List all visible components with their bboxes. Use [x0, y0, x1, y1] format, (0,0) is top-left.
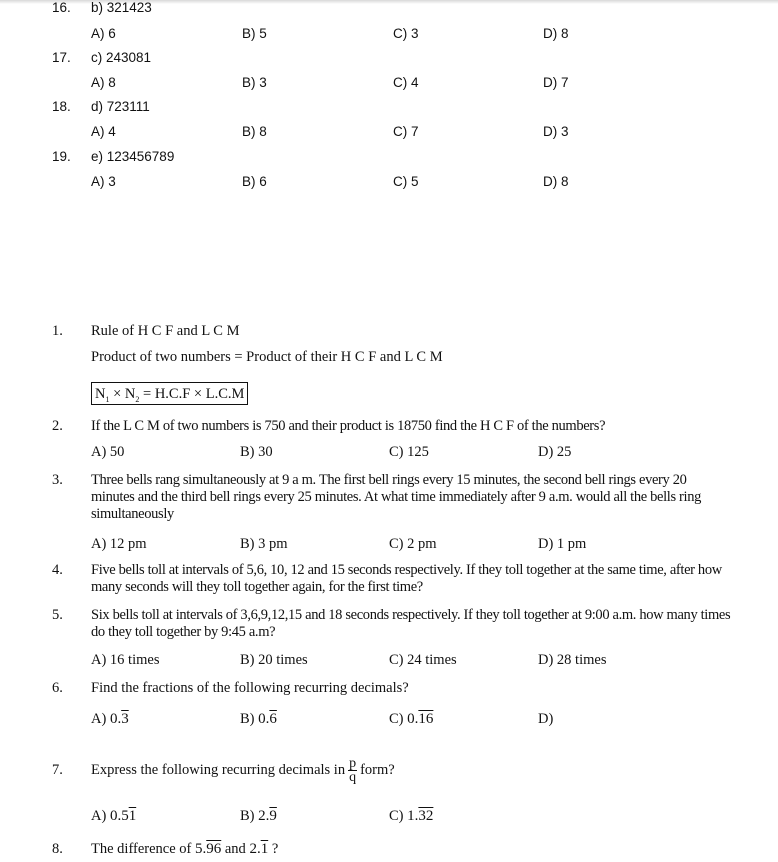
decimal-repeat: 1: [260, 841, 269, 857]
decimal-repeat: 16: [418, 711, 434, 727]
option-b: B) 3: [242, 75, 267, 90]
option-b: B) 8: [242, 124, 267, 139]
option-b: [240, 711, 277, 728]
question-number: 6.: [52, 680, 63, 696]
option-prefix: A): [91, 711, 107, 727]
option-d: D) 25: [538, 444, 572, 460]
option-c: [389, 808, 433, 825]
question-number: 18.: [52, 99, 71, 114]
option-a: A) 4: [91, 124, 116, 139]
option-b: B) 30: [240, 444, 273, 460]
question-number: 7.: [52, 762, 63, 778]
option-prefix: D): [538, 711, 554, 727]
question-text: Find the fractions of the following recurring decimals?: [91, 680, 409, 696]
option-prefix: A): [91, 808, 107, 824]
option-b: [240, 808, 277, 825]
option-a: A) 6: [91, 26, 116, 41]
option-a: A) 12 pm: [91, 536, 147, 552]
question-label: c) 243081: [91, 50, 152, 65]
question-number: 17.: [52, 50, 71, 65]
decimal-repeat: 6: [269, 711, 277, 727]
formula-times: ×: [109, 386, 125, 402]
option-d: D) 8: [543, 174, 569, 189]
option-c: [389, 711, 433, 728]
question-text: [91, 841, 278, 858]
decimal-whole: 2.: [249, 841, 261, 857]
decimal-whole: 0.: [407, 711, 419, 727]
question-label: e) 123456789: [91, 149, 175, 164]
question-number: 1.: [52, 323, 63, 339]
decimal-whole: 0.5: [109, 808, 129, 824]
conjunction: and: [224, 841, 246, 857]
option-a: A) 8: [91, 75, 116, 90]
decimal-whole: 2.: [258, 808, 270, 824]
option-a: [91, 808, 136, 825]
option-prefix: C): [389, 711, 404, 727]
option-b: B) 20 times: [240, 652, 308, 668]
formula-n2: N: [124, 386, 136, 402]
option-d: [538, 711, 553, 728]
question-number: 3.: [52, 472, 63, 488]
question-text-after: form?: [360, 762, 395, 778]
formula-box: [91, 382, 248, 405]
option-a: A) 50: [91, 444, 125, 460]
decimal-repeat: 9: [269, 808, 277, 824]
option-d: D) 7: [543, 75, 569, 90]
formula-rhs: = H.C.F × L.C.M: [139, 386, 245, 402]
question-text: If the L C M of two numbers is 750 and their product is 18750 find the H C F of the numbers?: [91, 418, 606, 434]
option-b: B) 6: [242, 174, 267, 189]
decimal-whole: 0.: [258, 711, 270, 727]
question-number: 8.: [52, 841, 63, 857]
option-d: D) 28 times: [538, 652, 607, 668]
decimal-repeat: 96: [206, 841, 222, 857]
option-d: D) 8: [543, 26, 569, 41]
option-prefix: B): [240, 808, 255, 824]
decimal-whole: 5.: [195, 841, 207, 857]
option-d: D) 1 pm: [538, 536, 587, 552]
option-prefix: C): [389, 808, 404, 824]
option-a: A) 16 times: [91, 652, 160, 668]
p-over-q-fraction: [348, 757, 357, 784]
question-number: 2.: [52, 418, 63, 434]
question-number: 4.: [52, 562, 63, 578]
option-c: C) 2 pm: [389, 536, 437, 552]
option-b: B) 5: [242, 26, 267, 41]
question-number: 16.: [52, 0, 71, 15]
formula-sub2: 2: [135, 394, 140, 404]
rule-statement: Product of two numbers = Product of their H C F and L C M: [91, 349, 443, 365]
option-c: C) 3: [393, 26, 419, 41]
option-c: C) 5: [393, 174, 419, 189]
option-prefix: B): [240, 711, 255, 727]
decimal-repeat: 1: [128, 808, 137, 824]
decimal-whole: 1.: [407, 808, 419, 824]
decimal-repeat: 3: [121, 711, 129, 727]
option-d: D) 3: [543, 124, 569, 139]
question-text-before: Express the following recurring decimals in: [91, 762, 346, 778]
question-text-before: The difference of: [91, 841, 192, 857]
option-c: C) 7: [393, 124, 419, 139]
option-c: C) 4: [393, 75, 419, 90]
fraction-denominator: q: [349, 770, 357, 786]
question-label: b) 321423: [91, 0, 152, 15]
option-a: [91, 711, 129, 728]
option-c: C) 24 times: [389, 652, 457, 668]
rule-title: Rule of H C F and L C M: [91, 323, 240, 339]
formula-sub1: 1: [105, 394, 110, 404]
formula-n1: N: [95, 386, 106, 402]
decimal-whole: 0.: [109, 711, 122, 727]
question-text: Six bells toll at intervals of 3,6,9,12,15 and 18 seconds respectively. If they toll together at 9:00 a.m. how many times do they toll together by 9:45 a.m?: [91, 607, 731, 640]
option-a: A) 3: [91, 174, 116, 189]
option-c: C) 125: [389, 444, 429, 460]
question-text: Three bells rang simultaneously at 9 a m. The first bell rings every 15 minutes, the second bell rings every 20 minutes and the third bell rings every 25 minutes. At what time immediately after 9 a.m. would all the bells ring simultaneously: [91, 472, 701, 522]
question-number: 5.: [52, 607, 63, 623]
option-b: B) 3 pm: [240, 536, 288, 552]
question-number: 19.: [52, 149, 71, 164]
question-mark: ?: [271, 841, 279, 857]
question-label: d) 723111: [91, 99, 150, 114]
fraction-numerator: p: [349, 756, 357, 772]
decimal-repeat: 32: [418, 808, 434, 824]
question-text: [91, 752, 395, 788]
question-text: Five bells toll at intervals of 5,6, 10, 12 and 15 seconds respectively. If they toll together at the same time, after how many seconds will they toll together again, for the first time?: [91, 562, 722, 595]
